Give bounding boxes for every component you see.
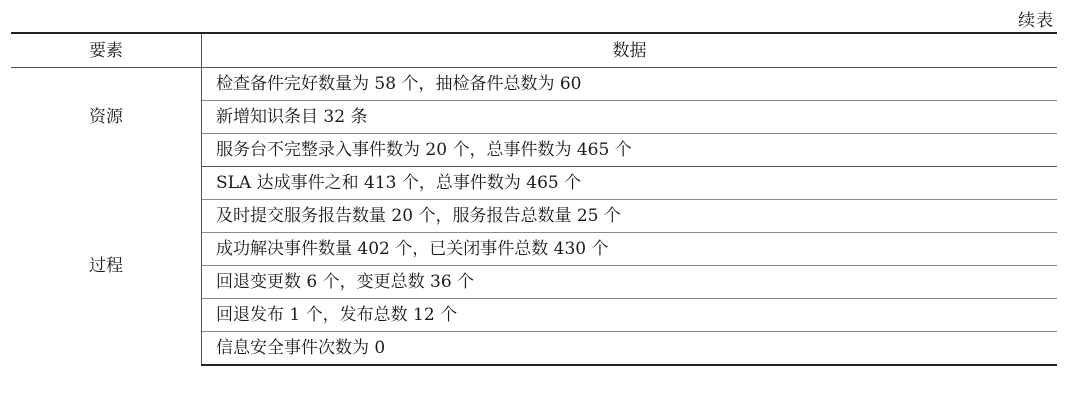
data-cell: 及时提交服务报告数量 20 个，服务报告总数量 25 个 [202, 200, 1058, 233]
header-element: 要素 [11, 33, 202, 68]
data-cell: 信息安全事件次数为 0 [202, 332, 1058, 366]
table-row [11, 167, 1057, 200]
data-cell: 新增知识条目 32 条 [202, 101, 1058, 134]
table-header-row [11, 33, 1057, 68]
data-cell: 成功解决事件数量 402 个，已关闭事件总数 430 个 [202, 233, 1058, 266]
data-cell: 服务台不完整录入事件数为 20 个，总事件数为 465 个 [202, 134, 1058, 167]
element-cell-process: 过程 [11, 167, 202, 366]
data-cell: 检查备件完好数量为 58 个，抽检备件总数为 60 [202, 68, 1058, 101]
data-cell: SLA 达成事件之和 413 个，总事件数为 465 个 [202, 167, 1058, 200]
data-cell: 回退发布 1 个，发布总数 12 个 [202, 299, 1058, 332]
data-cell: 回退变更数 6 个，变更总数 36 个 [202, 266, 1058, 299]
element-cell-resources: 资源 [11, 68, 202, 167]
metrics-table [11, 32, 1057, 366]
header-data: 数据 [202, 33, 1058, 68]
continued-table-label: 续表 [1018, 11, 1054, 31]
table-row [11, 68, 1057, 101]
